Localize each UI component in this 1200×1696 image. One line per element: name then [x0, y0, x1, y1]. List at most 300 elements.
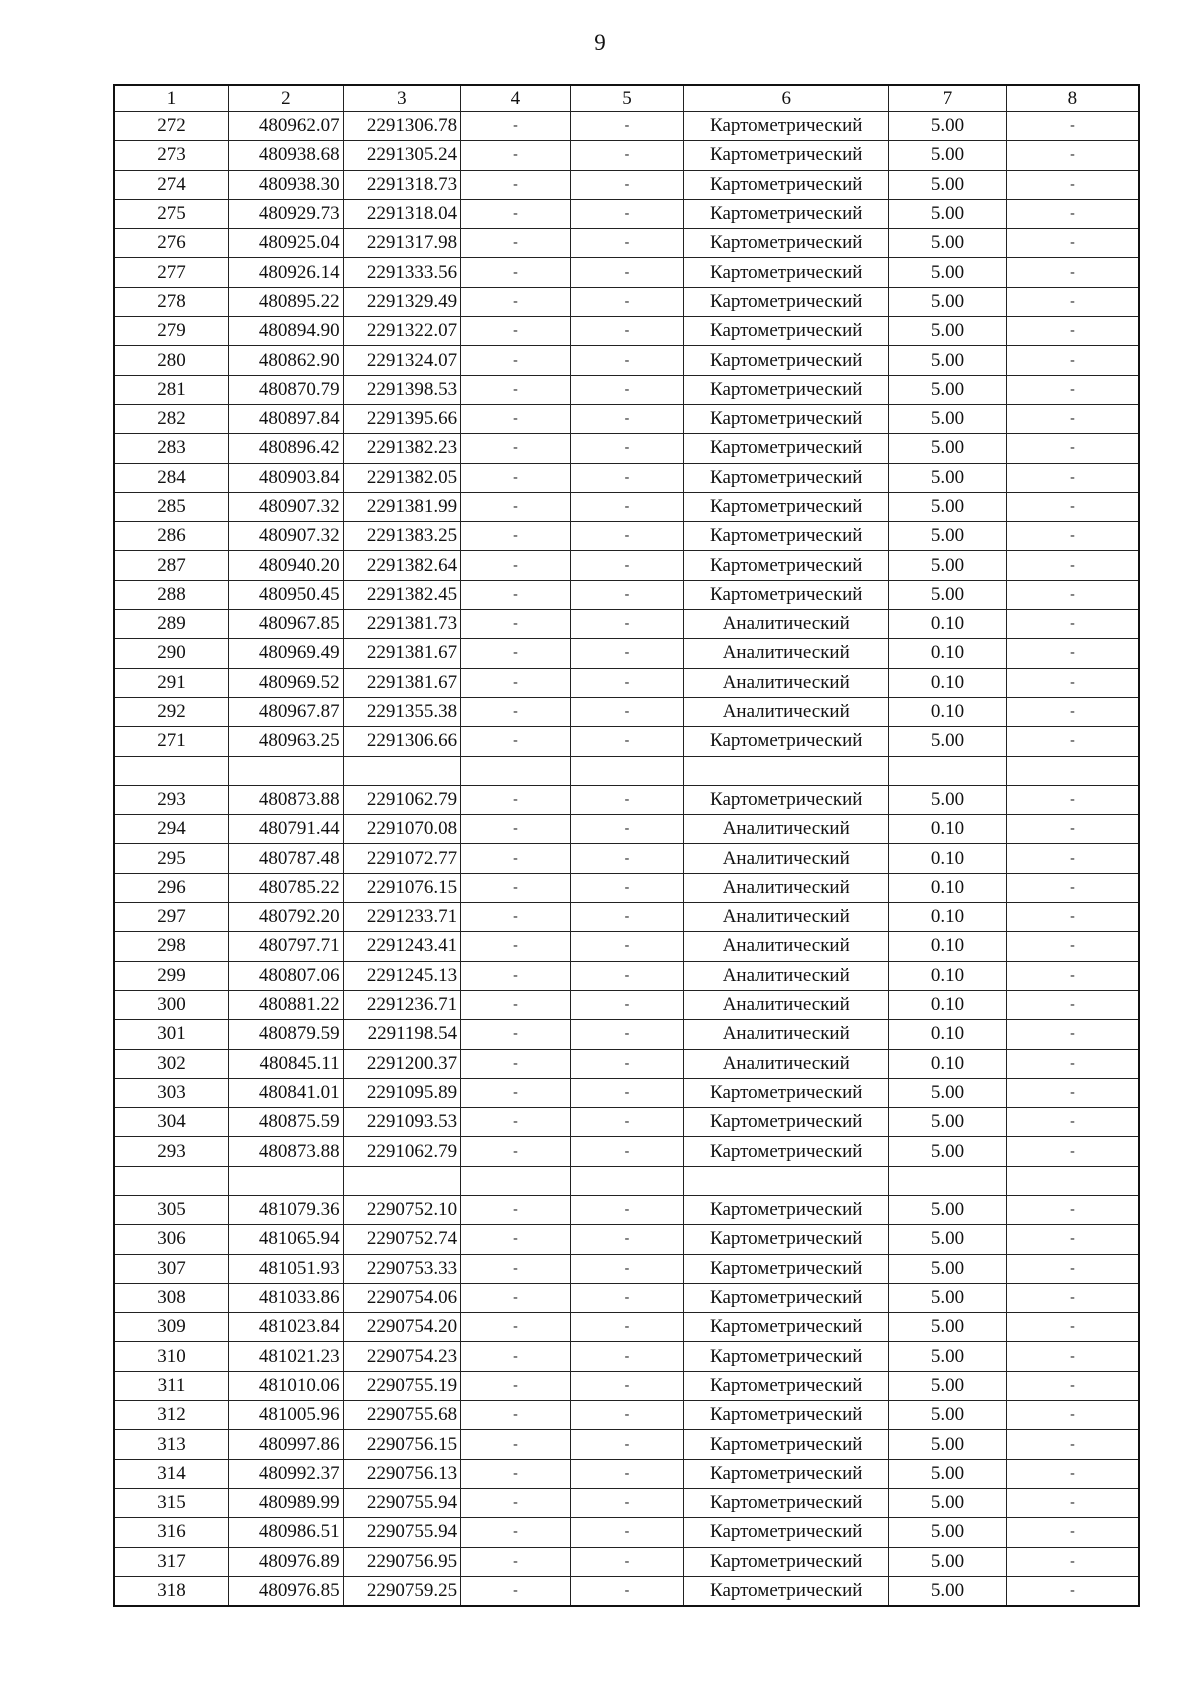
table-cell: -: [461, 1401, 571, 1430]
table-cell: 2291383.25: [343, 522, 461, 551]
table-cell: -: [461, 492, 571, 521]
table-cell: -: [1006, 1459, 1139, 1488]
table-cell: -: [570, 1137, 684, 1166]
table-cell: -: [461, 1108, 571, 1137]
table-cell: -: [570, 492, 684, 521]
table-cell: Картометрический: [684, 580, 889, 609]
table-cell: Картометрический: [684, 404, 889, 433]
table-cell: 481051.93: [229, 1254, 344, 1283]
table-row: [114, 1547, 1139, 1576]
table-cell: -: [570, 1049, 684, 1078]
table-cell: 2291306.78: [343, 112, 461, 141]
table-cell: 480807.06: [229, 961, 344, 990]
table-row: [114, 903, 1139, 932]
table-cell: -: [461, 961, 571, 990]
table-row: [114, 1225, 1139, 1254]
table-cell: 297: [114, 903, 229, 932]
table-cell: 286: [114, 522, 229, 551]
table-cell: 2290756.95: [343, 1547, 461, 1576]
table-cell: -: [1006, 1430, 1139, 1459]
table-cell: 5.00: [889, 1459, 1007, 1488]
table-cell: 5.00: [889, 1254, 1007, 1283]
table-cell: Картометрический: [684, 199, 889, 228]
table-cell: 5.00: [889, 1518, 1007, 1547]
table-cell: 5.00: [889, 1108, 1007, 1137]
table-cell: 5.00: [889, 229, 1007, 258]
table-cell: -: [1006, 1342, 1139, 1371]
table-cell: -: [570, 1430, 684, 1459]
table-cell: 279: [114, 317, 229, 346]
table-cell: -: [1006, 287, 1139, 316]
table-cell: 2290755.94: [343, 1518, 461, 1547]
table-cell: Картометрический: [684, 1225, 889, 1254]
table-cell: 5.00: [889, 1371, 1007, 1400]
table-row: [114, 756, 1139, 785]
table-cell: 2291381.99: [343, 492, 461, 521]
table-cell: 5.00: [889, 112, 1007, 141]
table-cell: [461, 1166, 571, 1195]
table-row: [114, 463, 1139, 492]
table-cell: 480895.22: [229, 287, 344, 316]
table-cell: 5.00: [889, 375, 1007, 404]
table-cell: 480997.86: [229, 1430, 344, 1459]
table-cell: -: [1006, 434, 1139, 463]
table-cell: -: [461, 727, 571, 756]
table-row: [114, 1576, 1139, 1606]
table-cell: 305: [114, 1195, 229, 1224]
table-cell: 480969.49: [229, 639, 344, 668]
table-cell: -: [570, 258, 684, 287]
table-cell: 290: [114, 639, 229, 668]
column-header-3: 3: [343, 85, 461, 112]
table-row: [114, 141, 1139, 170]
table-row: [114, 932, 1139, 961]
table-cell: 481021.23: [229, 1342, 344, 1371]
table-cell: 0.10: [889, 961, 1007, 990]
table-cell: -: [1006, 815, 1139, 844]
table-cell: -: [1006, 1225, 1139, 1254]
table-cell: 5.00: [889, 522, 1007, 551]
table-cell: -: [570, 434, 684, 463]
table-cell: -: [461, 1283, 571, 1312]
table-cell: -: [570, 932, 684, 961]
table-cell: -: [570, 287, 684, 316]
table-cell: 276: [114, 229, 229, 258]
table-cell: Картометрический: [684, 551, 889, 580]
table-cell: 316: [114, 1518, 229, 1547]
table-cell: 480967.87: [229, 697, 344, 726]
table-cell: -: [1006, 580, 1139, 609]
table-row: [114, 1518, 1139, 1547]
table-cell: -: [461, 697, 571, 726]
table-cell: Картометрический: [684, 434, 889, 463]
table-row: [114, 990, 1139, 1019]
table-cell: 480845.11: [229, 1049, 344, 1078]
table-cell: 480967.85: [229, 610, 344, 639]
table-cell: 275: [114, 199, 229, 228]
table-cell: 2291198.54: [343, 1020, 461, 1049]
table-cell: -: [1006, 404, 1139, 433]
table-row: [114, 170, 1139, 199]
table-cell: -: [461, 199, 571, 228]
table-cell: 5.00: [889, 346, 1007, 375]
table-cell: -: [461, 1576, 571, 1606]
table-cell: 2291329.49: [343, 287, 461, 316]
table-cell: 2291395.66: [343, 404, 461, 433]
table-cell: 277: [114, 258, 229, 287]
table-row: [114, 1078, 1139, 1107]
table-row: [114, 785, 1139, 814]
table-cell: -: [1006, 1371, 1139, 1400]
table-row: [114, 434, 1139, 463]
table-cell: 2291322.07: [343, 317, 461, 346]
table-cell: -: [461, 580, 571, 609]
table-cell: -: [1006, 932, 1139, 961]
table-cell: -: [570, 873, 684, 902]
table-row: [114, 1488, 1139, 1517]
table-cell: 293: [114, 785, 229, 814]
table-cell: -: [570, 229, 684, 258]
table-cell: 2291062.79: [343, 785, 461, 814]
table-cell: -: [570, 785, 684, 814]
table-cell: Картометрический: [684, 1576, 889, 1606]
table-cell: -: [461, 404, 571, 433]
table-row: [114, 1137, 1139, 1166]
table-cell: 2290756.13: [343, 1459, 461, 1488]
table-cell: 2291317.98: [343, 229, 461, 258]
table-cell: 0.10: [889, 1049, 1007, 1078]
table-cell: -: [461, 932, 571, 961]
table-cell: -: [461, 1020, 571, 1049]
table-cell: 480797.71: [229, 932, 344, 961]
table-cell: 312: [114, 1401, 229, 1430]
table-cell: Аналитический: [684, 932, 889, 961]
table-cell: -: [461, 639, 571, 668]
table-cell: Картометрический: [684, 1547, 889, 1576]
table-cell: -: [461, 375, 571, 404]
table-cell: Картометрический: [684, 1371, 889, 1400]
table-cell: -: [1006, 1137, 1139, 1166]
table-cell: 307: [114, 1254, 229, 1283]
table-cell: [343, 1166, 461, 1195]
table-cell: 2291381.67: [343, 668, 461, 697]
table-cell: 2290755.68: [343, 1401, 461, 1430]
table-cell: 5.00: [889, 1313, 1007, 1342]
table-cell: Картометрический: [684, 1401, 889, 1430]
table-cell: 280: [114, 346, 229, 375]
table-cell: Картометрический: [684, 1313, 889, 1342]
table-cell: 2291306.66: [343, 727, 461, 756]
table-cell: 480938.68: [229, 141, 344, 170]
table-cell: 310: [114, 1342, 229, 1371]
table-cell: [889, 1166, 1007, 1195]
column-header-5: 5: [570, 85, 684, 112]
table-cell: 480976.89: [229, 1547, 344, 1576]
table-cell: 0.10: [889, 815, 1007, 844]
table-cell: -: [1006, 1195, 1139, 1224]
table-cell: -: [570, 112, 684, 141]
table-cell: 2290754.23: [343, 1342, 461, 1371]
table-cell: -: [461, 1049, 571, 1078]
table-cell: -: [1006, 317, 1139, 346]
table-cell: 2291381.73: [343, 610, 461, 639]
table-cell: -: [570, 961, 684, 990]
table-cell: -: [1006, 112, 1139, 141]
table-cell: Картометрический: [684, 1283, 889, 1312]
table-cell: -: [1006, 1576, 1139, 1606]
table-cell: -: [1006, 961, 1139, 990]
table-cell: -: [1006, 1518, 1139, 1547]
table-cell: [570, 756, 684, 785]
table-cell: 285: [114, 492, 229, 521]
table-cell: 480929.73: [229, 199, 344, 228]
table-cell: -: [570, 990, 684, 1019]
table-cell: -: [461, 1371, 571, 1400]
table-cell: -: [570, 1020, 684, 1049]
table-cell: -: [570, 1401, 684, 1430]
table-row: [114, 551, 1139, 580]
table-cell: 2291070.08: [343, 815, 461, 844]
table-cell: -: [1006, 727, 1139, 756]
table-cell: -: [570, 317, 684, 346]
table-cell: 2291398.53: [343, 375, 461, 404]
table-cell: 480873.88: [229, 1137, 344, 1166]
table-cell: Картометрический: [684, 346, 889, 375]
table-cell: 5.00: [889, 1137, 1007, 1166]
table-cell: -: [570, 199, 684, 228]
table-cell: 5.00: [889, 1342, 1007, 1371]
table-cell: 480897.84: [229, 404, 344, 433]
table-cell: -: [570, 346, 684, 375]
table-cell: -: [1006, 1078, 1139, 1107]
table-cell: 5.00: [889, 463, 1007, 492]
table-cell: 0.10: [889, 697, 1007, 726]
table-cell: Аналитический: [684, 1049, 889, 1078]
table-cell: -: [570, 1342, 684, 1371]
table-cell: 5.00: [889, 404, 1007, 433]
table-cell: -: [1006, 903, 1139, 932]
table-cell: 2291382.45: [343, 580, 461, 609]
table-row: [114, 1020, 1139, 1049]
table-cell: -: [570, 141, 684, 170]
table-cell: 298: [114, 932, 229, 961]
table-cell: -: [461, 815, 571, 844]
table-cell: 2290756.15: [343, 1430, 461, 1459]
table-cell: -: [461, 346, 571, 375]
table-cell: -: [461, 463, 571, 492]
table-cell: [684, 756, 889, 785]
table-cell: Картометрический: [684, 1078, 889, 1107]
table-cell: 480881.22: [229, 990, 344, 1019]
table-cell: -: [461, 844, 571, 873]
table-cell: 480969.52: [229, 668, 344, 697]
table-cell: Картометрический: [684, 1137, 889, 1166]
table-cell: 481005.96: [229, 1401, 344, 1430]
table-cell: Картометрический: [684, 522, 889, 551]
table-cell: -: [461, 522, 571, 551]
table-cell: 0.10: [889, 1020, 1007, 1049]
table-cell: 5.00: [889, 258, 1007, 287]
table-cell: 293: [114, 1137, 229, 1166]
table-cell: 5.00: [889, 1225, 1007, 1254]
table-row: [114, 639, 1139, 668]
table-cell: 2291072.77: [343, 844, 461, 873]
table-cell: 5.00: [889, 1283, 1007, 1312]
table-row: [114, 1108, 1139, 1137]
table-cell: -: [461, 1225, 571, 1254]
table-cell: Картометрический: [684, 229, 889, 258]
table-cell: -: [461, 1313, 571, 1342]
table-cell: 2291093.53: [343, 1108, 461, 1137]
table-cell: -: [570, 404, 684, 433]
table-cell: -: [570, 1547, 684, 1576]
table-cell: [1006, 1166, 1139, 1195]
table-row: [114, 1254, 1139, 1283]
table-cell: 304: [114, 1108, 229, 1137]
table-cell: 2291333.56: [343, 258, 461, 287]
table-cell: 303: [114, 1078, 229, 1107]
table-cell: -: [570, 727, 684, 756]
table-cell: -: [461, 1078, 571, 1107]
table-cell: -: [461, 1137, 571, 1166]
table-cell: [1006, 756, 1139, 785]
table-cell: 2291305.24: [343, 141, 461, 170]
column-header-6: 6: [684, 85, 889, 112]
table-cell: Картометрический: [684, 317, 889, 346]
table-cell: -: [570, 610, 684, 639]
table-row: [114, 727, 1139, 756]
table-cell: -: [570, 903, 684, 932]
table-cell: Аналитический: [684, 844, 889, 873]
table-row: [114, 317, 1139, 346]
table-cell: -: [461, 551, 571, 580]
table-row: [114, 346, 1139, 375]
table-cell: 480896.42: [229, 434, 344, 463]
table-cell: 309: [114, 1313, 229, 1342]
table-cell: [229, 756, 344, 785]
table-cell: -: [461, 873, 571, 902]
table-cell: -: [461, 990, 571, 1019]
table-cell: 480986.51: [229, 1518, 344, 1547]
table-cell: -: [461, 112, 571, 141]
table-cell: Картометрический: [684, 1254, 889, 1283]
table-row: [114, 1049, 1139, 1078]
table-cell: -: [461, 903, 571, 932]
table-cell: 289: [114, 610, 229, 639]
table-cell: 2290755.94: [343, 1488, 461, 1517]
table-cell: -: [570, 697, 684, 726]
table-cell: -: [461, 610, 571, 639]
table-cell: -: [570, 815, 684, 844]
table-cell: -: [1006, 1547, 1139, 1576]
table-cell: [889, 756, 1007, 785]
table-row: [114, 815, 1139, 844]
table-cell: -: [570, 1371, 684, 1400]
table-cell: 283: [114, 434, 229, 463]
table-cell: 5.00: [889, 1430, 1007, 1459]
table-cell: Картометрический: [684, 785, 889, 814]
table-cell: -: [461, 785, 571, 814]
table-cell: 480841.01: [229, 1078, 344, 1107]
table-cell: -: [570, 1459, 684, 1488]
table-cell: 480940.20: [229, 551, 344, 580]
table-cell: -: [461, 1459, 571, 1488]
table-row: [114, 1283, 1139, 1312]
table-cell: -: [1006, 199, 1139, 228]
table-row: [114, 1342, 1139, 1371]
table-cell: 315: [114, 1488, 229, 1517]
table-cell: 481065.94: [229, 1225, 344, 1254]
table-cell: 2290754.06: [343, 1283, 461, 1312]
table-cell: 2291233.71: [343, 903, 461, 932]
table-cell: Картометрический: [684, 1342, 889, 1371]
table-cell: 0.10: [889, 903, 1007, 932]
table-cell: 5.00: [889, 492, 1007, 521]
table-cell: -: [570, 1518, 684, 1547]
table-cell: -: [1006, 873, 1139, 902]
table-cell: Картометрический: [684, 1488, 889, 1517]
table-cell: 480963.25: [229, 727, 344, 756]
table-cell: 284: [114, 463, 229, 492]
table-cell: [684, 1166, 889, 1195]
table-cell: 2290752.10: [343, 1195, 461, 1224]
table-cell: -: [570, 1195, 684, 1224]
table-cell: Картометрический: [684, 141, 889, 170]
table-cell: -: [461, 1488, 571, 1517]
table-row: [114, 258, 1139, 287]
table-cell: 318: [114, 1576, 229, 1606]
table-row: [114, 375, 1139, 404]
table-row: [114, 1459, 1139, 1488]
table-cell: 287: [114, 551, 229, 580]
table-row: [114, 580, 1139, 609]
table-cell: 282: [114, 404, 229, 433]
table-row: [114, 492, 1139, 521]
table-row: [114, 199, 1139, 228]
table-cell: 308: [114, 1283, 229, 1312]
table-cell: -: [461, 434, 571, 463]
table-cell: -: [1006, 522, 1139, 551]
column-header-4: 4: [461, 85, 571, 112]
table-cell: -: [461, 668, 571, 697]
table-cell: 480989.99: [229, 1488, 344, 1517]
table-cell: -: [570, 1254, 684, 1283]
table-cell: -: [570, 580, 684, 609]
table-cell: Аналитический: [684, 639, 889, 668]
table-cell: 480873.88: [229, 785, 344, 814]
table-cell: 2290754.20: [343, 1313, 461, 1342]
table-cell: -: [461, 1254, 571, 1283]
table-cell: 480992.37: [229, 1459, 344, 1488]
table-cell: 5.00: [889, 317, 1007, 346]
table-cell: 273: [114, 141, 229, 170]
table-cell: 314: [114, 1459, 229, 1488]
table-cell: Аналитический: [684, 668, 889, 697]
table-cell: 292: [114, 697, 229, 726]
table-cell: 296: [114, 873, 229, 902]
table-cell: 481023.84: [229, 1313, 344, 1342]
table-cell: 311: [114, 1371, 229, 1400]
table-row: [114, 1313, 1139, 1342]
table-cell: 272: [114, 112, 229, 141]
table-cell: 5.00: [889, 287, 1007, 316]
table-cell: -: [1006, 844, 1139, 873]
table-cell: Аналитический: [684, 990, 889, 1019]
table-cell: 5.00: [889, 1401, 1007, 1430]
table-row: [114, 668, 1139, 697]
table-cell: Аналитический: [684, 903, 889, 932]
table-cell: 480962.07: [229, 112, 344, 141]
